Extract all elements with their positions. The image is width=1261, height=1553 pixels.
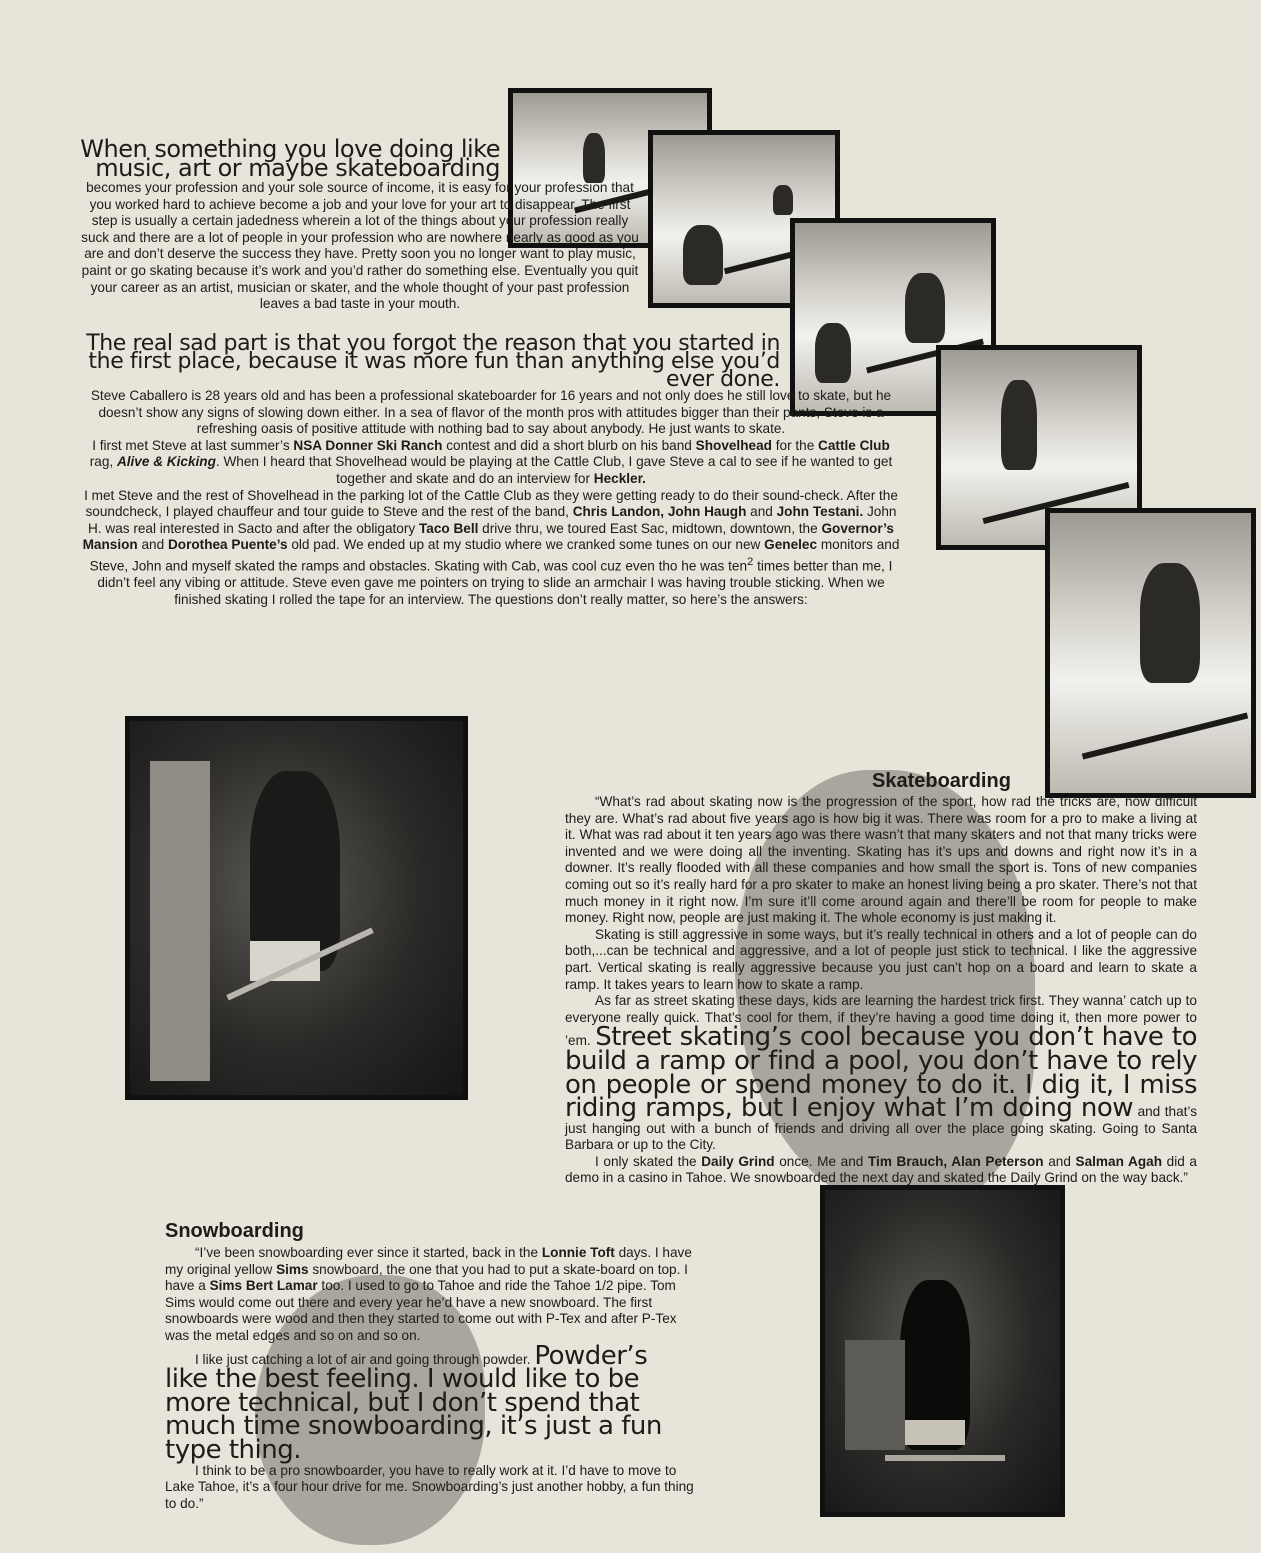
snow-paragraph-2: I like just catching a lot of air and going through powder. Powder’s like the best feeling. I would like to be more technical, but I don’t spend that much time snowboarding, it’s just a fun type thing. xyxy=(165,1340,662,1465)
skateboarding-section xyxy=(565,794,1197,1187)
skate-pullquote: Street skating’s cool because you don’t have to build a ramp or find a pool, you don’t have to rely on people or spend money to do it. I dig it, I miss riding ramps, but I enjoy what I’m doing now xyxy=(565,1022,1197,1124)
skate-paragraph-1: “What’s rad about skating now is the progression of the sport, how rad the tricks are, how difficult they are. What’s rad about five years ago is how big it was. There was room for a pro to make a living at it. What was rad about it ten years ago was there wasn’t that many skaters and not that many tricks were invented and we were doing all the inventing. Skating has it’s ups and downs and right now it’s in a downer. It’s really flooded with all these companies and how small the sport is. Tons of new companies coming out so it’s really hard for a pro skater to make an honest living being a pro skater. There’s not that much money in it right now. I’m sure it’ll come around again and there’ll be room for people to make money. Right now, people are just making it. The whole economy is just making it. xyxy=(565,794,1197,926)
skate-paragraph-2: Skating is still aggressive in some ways, but it’s really technical in others and a lot of people can do both,...can be technical and aggressive, and a lot of people just stick to technical. I like the aggressive part. Vertical skating is really aggressive because you just can’t hop on a board and learn to skate a ramp. It takes years to learn how to skate a ramp. xyxy=(565,926,1197,992)
snowboarding-section xyxy=(165,1245,695,1512)
intro-pullquote: The real sad part is that you forgot the reason that you started in the first place, because it was more fun than anything else you’d ever done. xyxy=(86,331,780,392)
paragraph-3: I met Steve and the rest of Shovelhead in the parking lot of the Cattle Club as they were getting ready to do their sound-check. After the soundcheck, I played chauffeur and tour guide to Steve and the rest of the band, Chris Landon, John Haugh and John Testani. John H. was real interested in Sacto and after the obligatory Taco Bell drive thru, we toured East Sac, midtown, downtown, the Governor’s Mansion and Dorothea Puente’s old pad. We ended up at my studio where we cranked some tunes on our new Genelec monitors and Steve, John and myself skated the ramps and obstacles. Skating with Cab, was cool cuz even tho he was ten$^2$ times better than me, I didn’t feel any vibing or attitude. Steve even gave me pointers on trying to slide an armchair I was having trouble sticking. When we finished skating I rolled the tape for an interview. The questions don’t really matter, so here’s the answers: xyxy=(82,487,900,607)
snow-pullquote: Powder’s like the best feeling. I would like to be more technical, but I don’t spend that much time snowboarding, it’s just a fun type thing. xyxy=(165,1340,662,1465)
snow-paragraph-1: “I’ve been snowboarding ever since it started, back in the Lonnie Toft days. I have my original yellow Sims snowboard, the one that you had to put a skate-board on top. I have a Sims Bert Lamar too. I used to go to Tahoe and ride the Tahoe 1/2 pipe. Tom Sims would come out there and every year he’d have a new snowboard. The first snowboards were wood and then they started to come out with P-Tex and after P-Tex was the metal edges and so on and so on. xyxy=(165,1245,692,1343)
skateboarding-heading: Skateboarding xyxy=(872,770,1011,792)
intro-lead: When something you love doing like music, art or maybe skateboarding xyxy=(80,135,500,182)
paragraph-2: I first met Steve at last summer’s NSA Donner Ski Ranch contest and did a short blurb on his band Shovelhead for the Cattle Club rag, Alive & Kicking. When I heard that Shovelhead would be playing at the Cattle Club, I gave Steve a cal to see if he wanted to get together and skate and do an interview for Heckler. xyxy=(89,437,893,486)
snow-photo-5 xyxy=(1045,508,1256,798)
article-body xyxy=(82,388,900,608)
snowboarding-heading: Snowboarding xyxy=(165,1220,304,1242)
intro-body: becomes your profession and your sole source of income, it is easy for your profession that you worked hard to achieve become a job and your love for your art to disappear. The first step is usually a certain jadedness wherein a lot of the things about your profession really suck and there are a lot of people in your profession who are nowhere nearly as good as you are and don’t deserve the success they have. Pretty soon you no longer want to play music, paint or go skating because it’s work and you’d rather do something else. Eventually you quit your career as an artist, musician or skater, and the whole thought of your past profession leaves a bad taste in your mouth. xyxy=(81,180,639,312)
snow-paragraph-3: I think to be a pro snowboarder, you have to really work at it. I’d have to move to Lake Tahoe, it’s a four hour drive for me. Snowboarding’s just another hobby, a fun thing to do.” xyxy=(165,1462,694,1511)
skate-paragraph-3: As far as street skating these days, kids are learning the hardest trick first. They wanna’ catch up to everyone really quick. That’s cool for them, if they’re having a good time doing it, then more power to ’em. Street skating’s cool because you don’t have to build a ramp or find a pool, you don’t have to rely on people or spend money to do it. I dig it, I miss riding ramps, but I enjoy what I’m doing now and that’s just hanging out with a bunch of friends and driving all over the place going skating. Going to Santa Barbara or up to the City. xyxy=(565,993,1197,1153)
rail-skate-photo xyxy=(125,716,468,1100)
skate-paragraph-4: I only skated the Daily Grind once. Me and Tim Brauch, Alan Peterson and Salman Agah did a demo in a casino in Tahoe. We snowboarded the next day and skated the Daily Grind on the way back.” xyxy=(565,1153,1197,1186)
armchair-skate-photo xyxy=(820,1185,1065,1517)
paragraph-1: Steve Caballero is 28 years old and has been a professional skateboarder for 16 years and not only does he still love to skate, but he doesn’t show any signs of slowing down either. In a sea of flavor of the month pros with attitudes bigger than their pants, Steve is a refreshing oasis of positive attitude with nothing bad to say about anybody. He just wants to skate. xyxy=(90,388,892,437)
